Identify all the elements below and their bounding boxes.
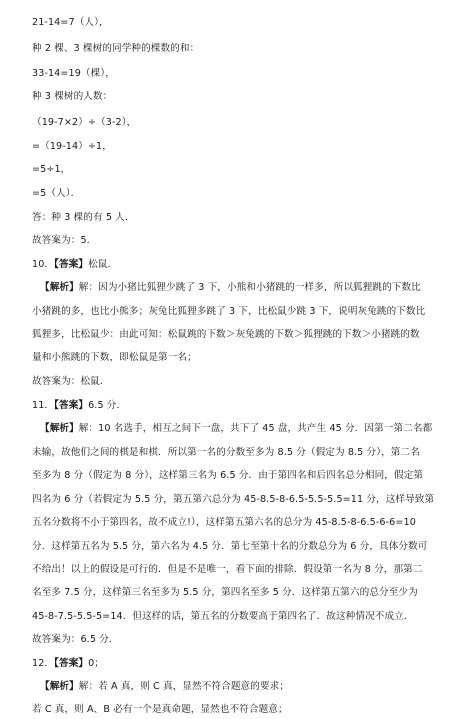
analysis-line: 若 C 真，则 A、B 必有一个是真命题，显然也不符合题意； [32, 704, 288, 715]
text-line: =5（人）． [32, 188, 81, 199]
analysis-tag: 【解析】 [40, 681, 79, 692]
analysis-tag: 【解析】 [40, 423, 79, 434]
analysis-line: 不给出！以上的假设是可行的．但是不是唯一，看下面的排除．假设第一名为 8 分，那第二 [32, 564, 423, 575]
analysis-line: 【解析】解：10 名选手，相互之间下一盘，共下了 45 盘，共产生 45 分．因第一第二名都 [40, 423, 433, 434]
text-line: 21-14=7（人）， [32, 17, 109, 28]
answer-text: 松鼠． [88, 259, 118, 270]
analysis-line: 至多为 8 分（假定为 8 分），这样第三名为 6.5 分．由于第四名和后四名总分相同，假定第 [32, 470, 424, 481]
conclusion-line: 故答案为：6.5 分． [32, 634, 119, 645]
analysis-line: 五名分数将不小于第四名，故不成立!），这样第五第六名的总分为 45-8.5-8-6.5-6-6=10 [32, 517, 416, 528]
analysis-line: 【解析】解：因为小猪比狐狸少跳了 3 下，小熊和小猪跳的一样多，所以狐狸跳的下数比 [40, 282, 421, 293]
question-number: 12． [32, 658, 55, 669]
analysis-line: 名至多 7.5 分，这样第三名至多为 5.5 分，第四名至多 5 分．这样第五第六的总分至少为 [32, 587, 418, 598]
analysis-line: 小猪跳的多，也比小熊多；灰兔比狐狸多跳了 3 下，比松鼠少跳 3 下，说明灰兔跳的下数比 [32, 306, 426, 317]
q10-answer-line [32, 256, 456, 270]
q11-answer-line [32, 397, 456, 411]
analysis-line: 分．这样第五名为 5.5 分，第六名为 4.5 分．第七至第十名的分数总分为 6 分，具体分数可 [32, 541, 428, 552]
answer-text: 6.5 分． [88, 400, 127, 411]
text-line: 故答案为：5． [32, 235, 97, 246]
analysis-line: 未输，故他们之间的棋是和棋．所以第一名的分数至多为 8.5 分（假定为 8.5 分），第二名 [32, 447, 420, 458]
text-line: 种 2 棵、3 棵树的同学种的棵数的和： [32, 43, 200, 54]
analysis-line: 量和小熊跳的下数，即松鼠是第一名； [32, 352, 197, 363]
text-line: 种 3 棵树的人数： [32, 91, 113, 102]
answer-tag: 【答案】 [54, 658, 89, 669]
analysis-line: 四名为 6 分（若假定为 5.5 分，第五第六总分为 45-8.5-8-6.5-5.5-5.5=11 分，这样导致第 [32, 494, 435, 505]
analysis-line: 45-8-7.5-5.5-5=14．但这样的话，第五名的分数要高于第四名了．故这种情况不成立． [32, 611, 414, 622]
answer-tag: 【答案】 [54, 400, 89, 411]
text-line: 答：种 3 棵的有 5 人． [32, 212, 135, 223]
answer-tag: 【答案】 [54, 259, 89, 270]
text-line: =（19-14）÷1， [32, 141, 112, 152]
text-line: 33-14=19（棵）， [32, 68, 115, 79]
analysis-line: 狐狸多，比松鼠少：由此可知：松鼠跳的下数＞灰兔跳的下数＞狐狸跳的下数＞小猪跳的数 [32, 329, 420, 340]
analysis-tag: 【解析】 [40, 282, 79, 293]
text-line: =5÷1， [32, 164, 71, 175]
conclusion-line: 故答案为：松鼠． [32, 376, 110, 387]
text-line: （19-7×2）÷（3-2）， [32, 117, 137, 128]
question-number: 11． [32, 400, 55, 411]
answer-text: 0； [88, 658, 104, 669]
question-number: 10． [32, 259, 55, 270]
analysis-line: 【解析】解：若 A 真，则 C 真，显然不符合题意的要求； [40, 681, 290, 692]
q12-answer-line [32, 655, 456, 669]
